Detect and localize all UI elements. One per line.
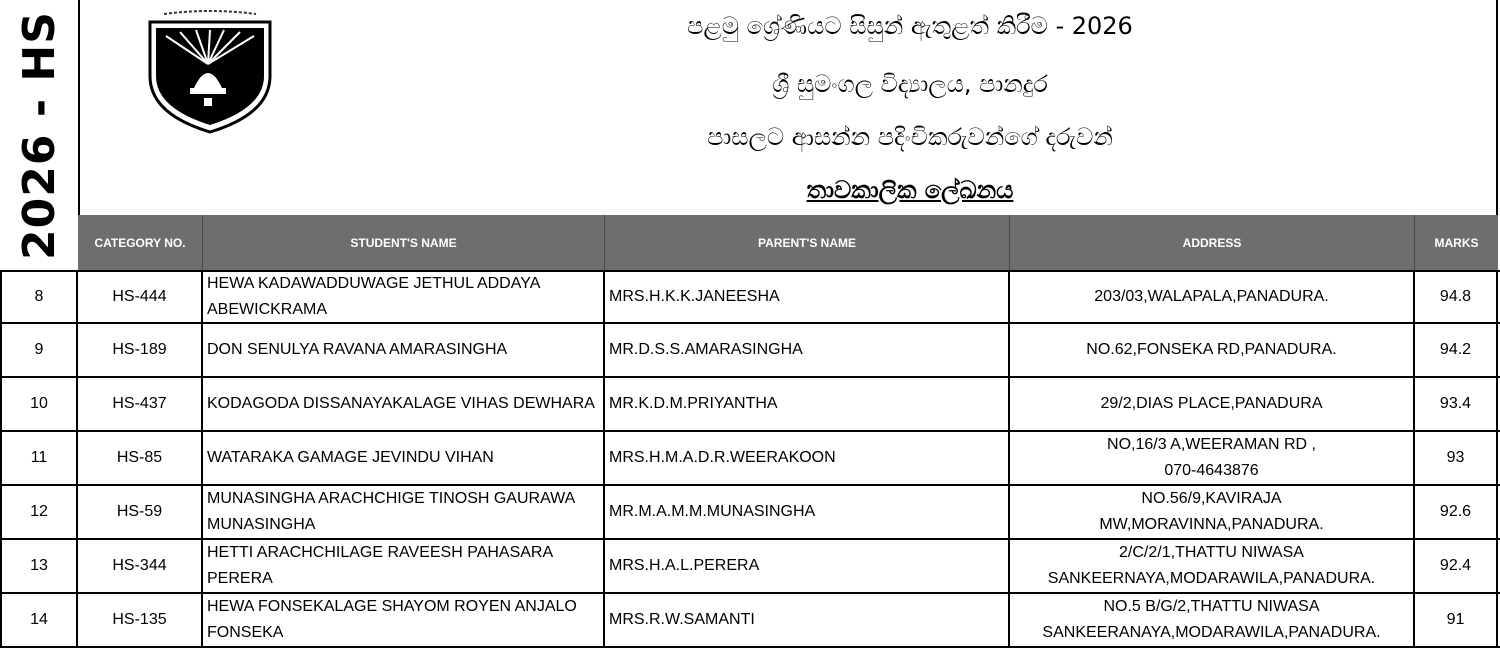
side-category-label <box>0 0 78 270</box>
parent-name: MRS.H.A.L.PERERA <box>605 540 1010 592</box>
column-header-category: CATEGORY NO. <box>78 215 203 270</box>
marks: 91 <box>1415 594 1498 646</box>
address-line-1: NO.5 B/G/2,THATTU NIWASA <box>1103 598 1320 615</box>
address <box>1010 432 1415 484</box>
row-index: 14 <box>0 594 78 646</box>
address-line-2: 070-4643876 <box>1164 462 1259 479</box>
marks: 94.2 <box>1415 324 1498 376</box>
table-row <box>0 378 1500 432</box>
category-number: HS-189 <box>78 324 203 376</box>
address <box>1010 272 1415 322</box>
table-header <box>78 215 1498 270</box>
address-line-2: MW,MORAVINNA,PANADURA. <box>1099 516 1324 533</box>
address-line-1: NO.56/9,KAVIRAJA <box>1141 490 1282 507</box>
student-name: MUNASINGHA ARACHCHIGE TINOSH GAURAWA MUNASINGHA <box>203 486 605 538</box>
student-name: HEWA KADAWADDUWAGE JETHUL ADDAYA ABEWICKRAMA <box>203 272 605 322</box>
student-name: HETTI ARACHCHILAGE RAVEESH PAHASARA PERERA <box>203 540 605 592</box>
student-name: KODAGODA DISSANAYAKALAGE VIHAS DEWHARA <box>203 378 605 430</box>
header-line-admission: පළමු ශ්‍රේණියට සිසුන් ඇතුළත් කිරීම - 2026 <box>687 12 1133 40</box>
column-header-marks: MARKS <box>1434 235 1479 250</box>
document-header <box>78 0 1498 215</box>
category-number: HS-437 <box>78 378 203 430</box>
student-name: HEWA FONSEKALAGE SHAYOM ROYEN ANJALO FONSEKA <box>203 594 605 646</box>
parent-name: MR.K.D.M.PRIYANTHA <box>605 378 1010 430</box>
parent-name: MRS.R.W.SAMANTI <box>605 594 1010 646</box>
table-row <box>0 540 1500 594</box>
marks: 94.8 <box>1415 272 1498 322</box>
address-line-1: NO,16/3 A,WEERAMAN RD , <box>1107 436 1316 453</box>
address <box>1010 378 1415 430</box>
table-row <box>0 594 1500 648</box>
column-header-address: ADDRESS <box>1010 215 1415 270</box>
address <box>1010 540 1415 592</box>
marks: 92.4 <box>1415 540 1498 592</box>
parent-name: MRS.H.M.A.D.R.WEERAKOON <box>605 432 1010 484</box>
header-line-category: පාසලට ආසන්න පදිංචිකරුවන්ගේ දරුවන් <box>707 123 1113 151</box>
address <box>1010 486 1415 538</box>
table-row <box>0 270 1500 324</box>
address <box>1010 324 1415 376</box>
marks: 93 <box>1415 432 1498 484</box>
row-index: 11 <box>0 432 78 484</box>
address-line-2: SANKEERNAYA,MODARAWILA,PANADURA. <box>1047 570 1376 587</box>
student-name: DON SENULYA RAVANA AMARASINGHA <box>203 324 605 376</box>
parent-name: MR.D.S.S.AMARASINGHA <box>605 324 1010 376</box>
header-line-school: ශ්‍රී සුමංගල විද්‍යාලය, පානදුර <box>772 70 1048 98</box>
parent-name: MRS.H.K.K.JANEESHA <box>605 272 1010 322</box>
column-header-student: STUDENT'S NAME <box>203 215 605 270</box>
side-category-text: 2026 - HS <box>13 10 65 260</box>
row-index: 13 <box>0 540 78 592</box>
row-index: 9 <box>0 324 78 376</box>
marks: 93.4 <box>1415 378 1498 430</box>
category-number: HS-444 <box>78 272 203 322</box>
parent-name: MR.M.A.M.M.MUNASINGHA <box>605 486 1010 538</box>
column-header-parent: PARENT'S NAME <box>605 215 1010 270</box>
category-number: HS-135 <box>78 594 203 646</box>
row-index: 12 <box>0 486 78 538</box>
address-line-2: SANKEERANAYA,MODARAWILA,PANADURA. <box>1042 624 1381 641</box>
marks: 92.6 <box>1415 486 1498 538</box>
student-name: WATARAKA GAMAGE JEVINDU VIHAN <box>203 432 605 484</box>
table-row <box>0 324 1500 378</box>
address-line-1: NO.62,FONSEKA RD,PANADURA. <box>1086 341 1337 358</box>
row-index: 10 <box>0 378 78 430</box>
table-body <box>0 270 1500 648</box>
address-line-1: 203/03,WALAPALA,PANADURA. <box>1094 288 1329 305</box>
category-number: HS-59 <box>78 486 203 538</box>
address-line-1: 2/C/2/1,THATTU NIWASA <box>1119 544 1304 561</box>
category-number: HS-85 <box>78 432 203 484</box>
row-index: 8 <box>0 272 78 322</box>
category-number: HS-344 <box>78 540 203 592</box>
school-crest-icon <box>144 6 276 134</box>
header-line-list-type: තාවකාලික ලේඛනය <box>806 176 1014 204</box>
address-line-1: 29/2,DIAS PLACE,PANADURA <box>1100 395 1323 412</box>
table-row <box>0 486 1500 540</box>
table-row <box>0 432 1500 486</box>
address <box>1010 594 1415 646</box>
